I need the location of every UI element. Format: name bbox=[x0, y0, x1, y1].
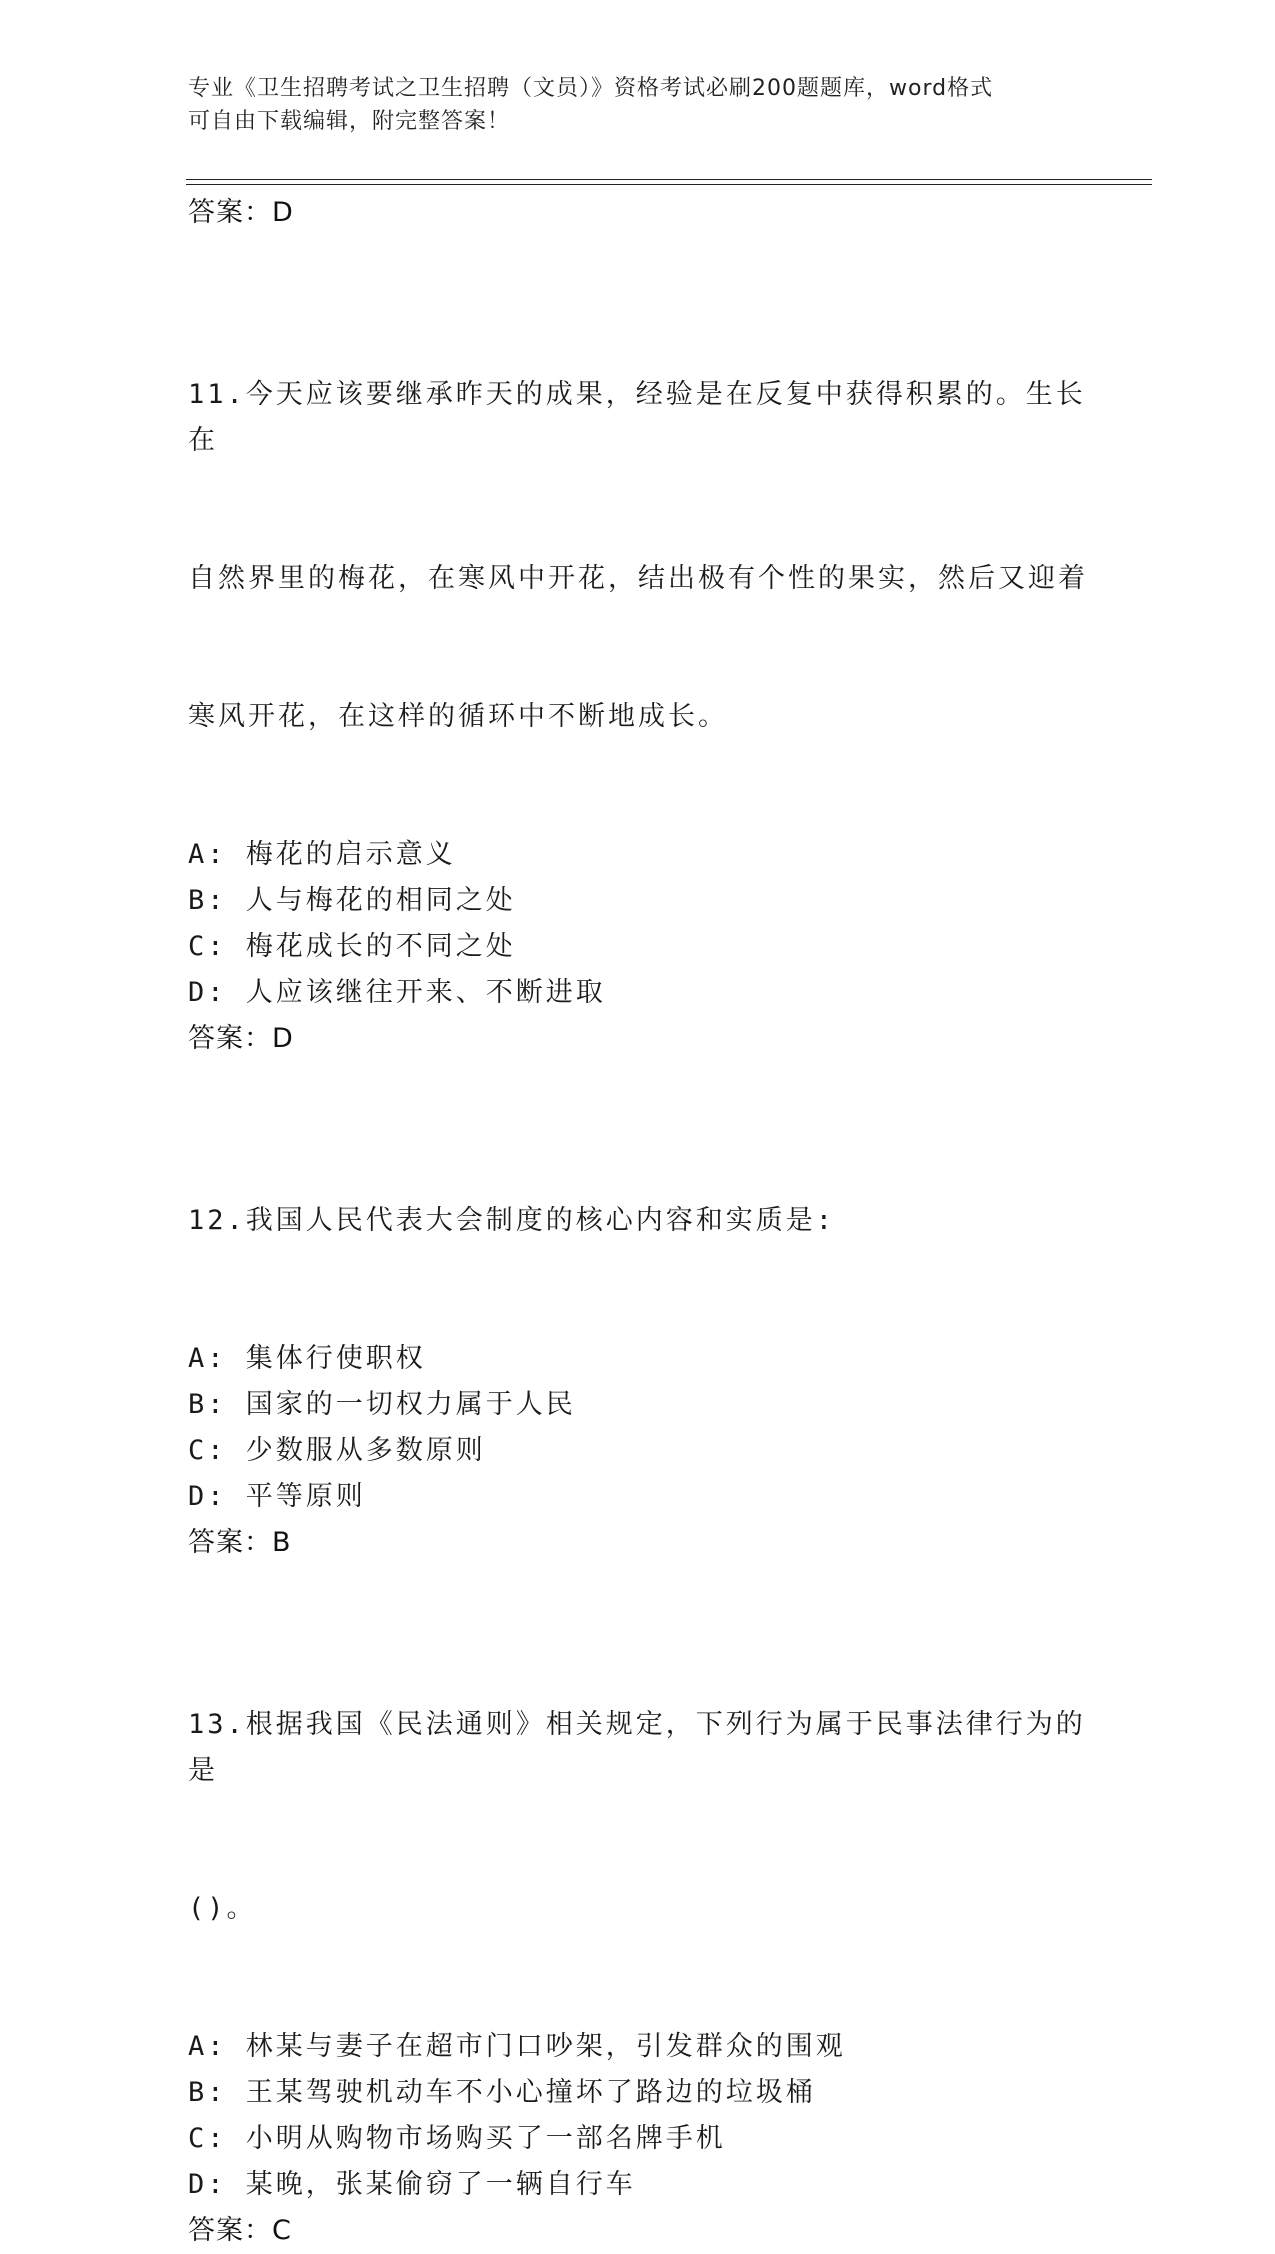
header-title-line-1: 专业《卫生招聘考试之卫生招聘（文员）》资格考试必刷200题题库，word格式 bbox=[188, 76, 994, 101]
question-stem bbox=[188, 1106, 1088, 1336]
option-b: B: 人与梅花的相同之处 bbox=[188, 885, 516, 916]
question-stem-line: 11.今天应该要继承昨天的成果，经验是在反复中获得积累的。生长在 bbox=[188, 379, 1086, 456]
option-c: C: 梅花成长的不同之处 bbox=[188, 931, 516, 962]
document-header bbox=[188, 72, 1068, 138]
option-c: C: 少数服从多数原则 bbox=[188, 1435, 486, 1466]
question-stem-line: 自然界里的梅花，在寒风中开花，结出极有个性的果实，然后又迎着 bbox=[188, 563, 1088, 594]
option-b: B: 国家的一切权力属于人民 bbox=[188, 1389, 576, 1420]
question-stem bbox=[188, 280, 1088, 832]
previous-answer: 答案：D bbox=[188, 197, 294, 228]
question-13 bbox=[188, 1610, 1088, 2254]
document-body bbox=[188, 186, 1088, 2254]
option-a: A: 林某与妻子在超市门口吵架，引发群众的围观 bbox=[188, 2031, 846, 2062]
header-divider-bottom bbox=[186, 184, 1152, 185]
option-d: D: 平等原则 bbox=[188, 1481, 366, 1512]
question-stem-line: 12.我国人民代表大会制度的核心内容和实质是: bbox=[188, 1205, 836, 1236]
option-c: C: 小明从购物市场购买了一部名牌手机 bbox=[188, 2123, 726, 2154]
answer: 答案：C bbox=[188, 2215, 292, 2246]
question-stem-line: 13.根据我国《民法通则》相关规定，下列行为属于民事法律行为的是 bbox=[188, 1709, 1086, 1786]
question-11 bbox=[188, 280, 1088, 1062]
question-stem-line: 寒风开花，在这样的循环中不断地成长。 bbox=[188, 701, 728, 732]
question-stem bbox=[188, 1610, 1088, 2024]
question-12 bbox=[188, 1106, 1088, 1566]
option-a: A: 集体行使职权 bbox=[188, 1343, 426, 1374]
header-divider-top bbox=[186, 179, 1152, 180]
answer: 答案：B bbox=[188, 1527, 292, 1558]
option-d: D: 人应该继往开来、不断进取 bbox=[188, 977, 606, 1008]
answer: 答案：D bbox=[188, 1023, 294, 1054]
question-stem-line: ()。 bbox=[188, 1893, 257, 1924]
option-d: D: 某晚，张某偷窃了一辆自行车 bbox=[188, 2169, 636, 2200]
option-b: B: 王某驾驶机动车不小心撞坏了路边的垃圾桶 bbox=[188, 2077, 816, 2108]
header-title-line-2: 可自由下载编辑，附完整答案！ bbox=[188, 109, 511, 134]
option-a: A: 梅花的启示意义 bbox=[188, 839, 456, 870]
